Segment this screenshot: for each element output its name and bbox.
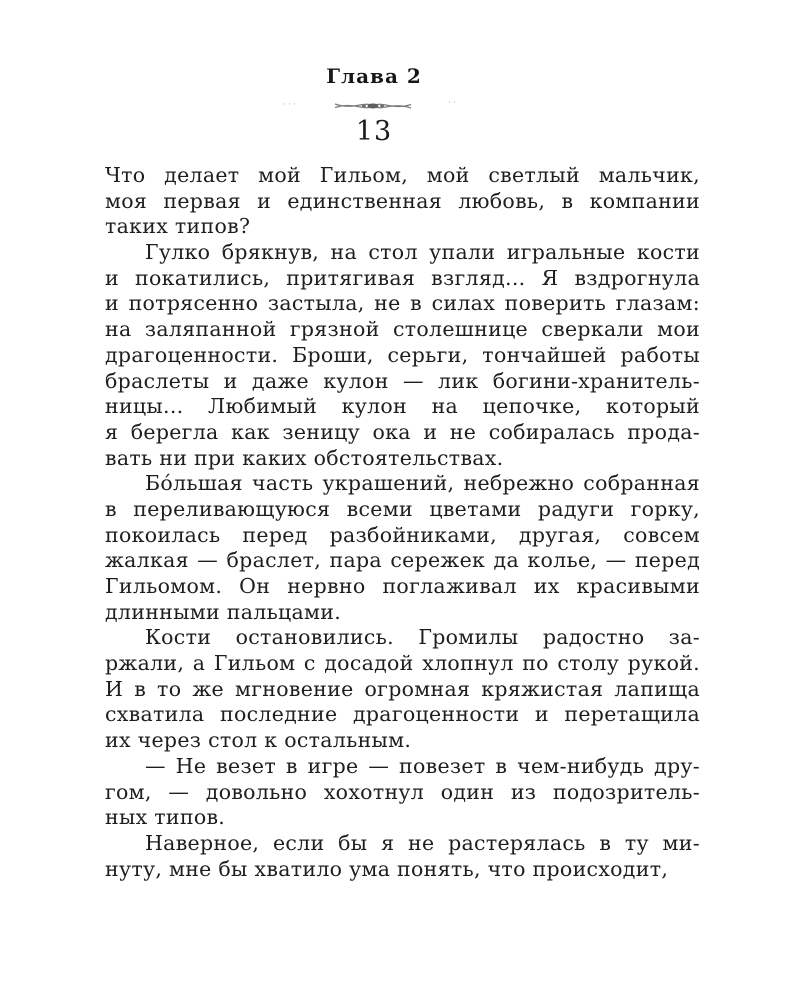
ornament-row: [0, 96, 800, 116]
text-line: таких типов?: [105, 214, 251, 239]
ornament-side-mark-left: ···: [283, 100, 298, 110]
text-line: гом, — довольно хохотнул один из подозритель-: [105, 779, 700, 804]
text-line: схватила последние драгоценности и перетащила: [105, 702, 700, 727]
text-line: Бо́льшая часть украшений, небрежно собранная: [145, 471, 700, 496]
text-line: — Не везет в игре — повезет в чем-нибудь дру-: [145, 753, 700, 778]
flourish-ornament-icon: [333, 98, 413, 114]
text-block: [105, 163, 700, 882]
ornament-side-mark-right: ··: [448, 98, 458, 108]
text-line: и покатились, притягивая взгляд... Я вздрогнула: [105, 265, 700, 290]
text-line: на заляпанной грязной столешнице сверкали мои: [105, 317, 700, 342]
text-line: и потрясенно застыла, не в силах поверить глазам:: [105, 291, 700, 316]
text-line: Гулко брякнув, на стол упали игральные кости: [145, 240, 700, 265]
text-line: их через стол к остальным.: [105, 728, 412, 753]
text-line: покоилась перед разбойниками, другая, совсем: [105, 522, 700, 547]
text-line: нуту, мне бы хватило ума понять, что происходит,: [105, 856, 669, 881]
text-line: жалкая — браслет, пара сережек да колье, — перед: [105, 548, 700, 573]
chapter-title: Глава 2: [326, 64, 422, 88]
text-line: в переливающуюся всеми цветами радуги горку,: [105, 496, 700, 521]
section-number: 13: [355, 116, 393, 147]
text-line: И в то же мгновение огромная кряжистая лапища: [105, 676, 700, 701]
text-line: Гильомом. Он нервно поглаживал их красивыми: [105, 574, 700, 598]
text-line: драгоценности. Броши, серьги, тончайшей работы: [105, 342, 700, 367]
text-line: Кости остановились. Громилы радостно за-: [145, 625, 700, 650]
text-line: ных типов.: [105, 805, 226, 830]
text-line: Что делает мой Гильом, мой светлый мальчик,: [105, 163, 700, 187]
text-line: ржали, а Гильом с досадой хлопнул по столу рукой.: [105, 651, 700, 676]
text-line: браслеты и даже кулон — лик богини-хранитель-: [105, 368, 700, 393]
text-line: я берегла как зеницу ока и не собиралась прода-: [105, 419, 700, 444]
text-line: вать ни при каких обстоятельствах.: [105, 445, 504, 470]
text-line: ницы... Любимый кулон на цепочке, который: [105, 394, 700, 419]
text-line: моя первая и единственная любовь, в компании: [105, 188, 700, 213]
text-line: длинными пальцами.: [105, 599, 342, 624]
text-line: Наверное, если бы я не растерялась в ту ми-: [145, 830, 700, 855]
